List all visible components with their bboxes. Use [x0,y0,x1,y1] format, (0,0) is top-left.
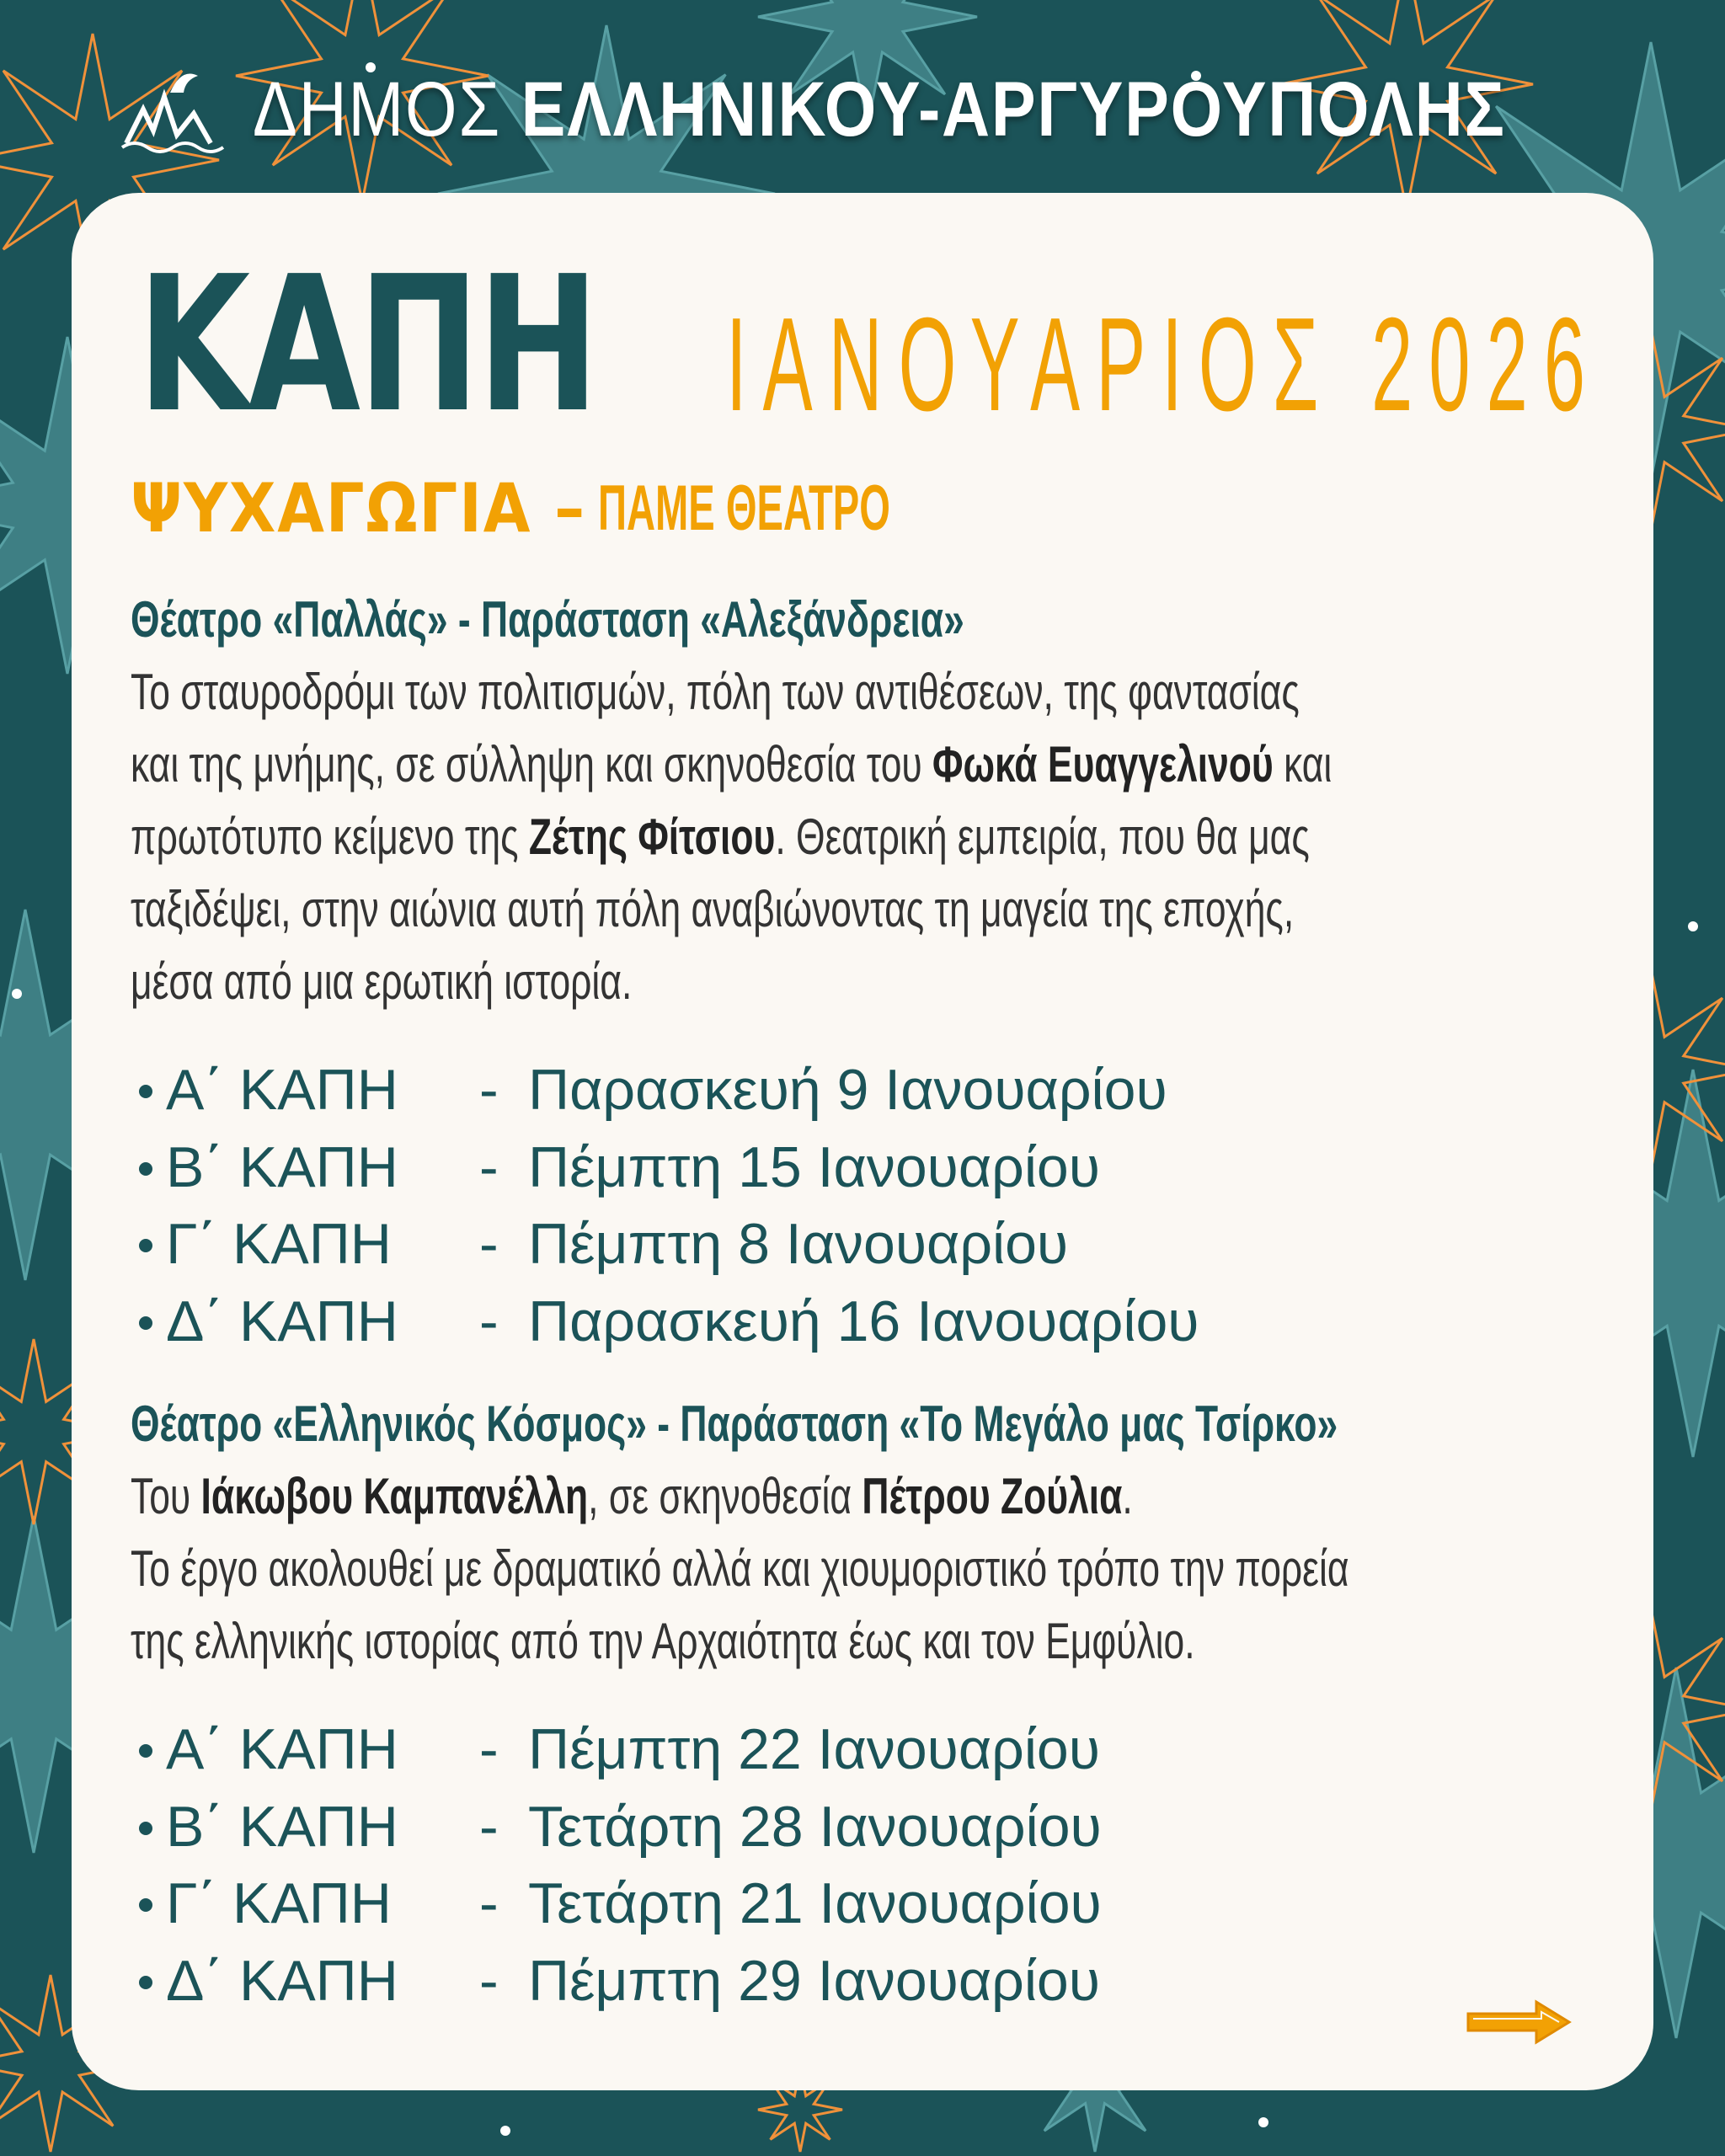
text-segment: της ελληνικής ιστορίας από την Αρχαιότητα έως και τον Εμφύλιο. [131,1613,1195,1669]
list-item [131,1711,1725,1789]
bullet-icon [139,1085,152,1098]
text-segment: πρωτότυπο κείμενο της [131,808,529,865]
separator: - [479,1717,499,1781]
list-item [131,1283,1725,1361]
page-title: ΚΑΠΗ [137,237,597,454]
highlighted-name: Πέτρου Ζούλια [862,1468,1123,1524]
event-date: Πέμπτη 29 Ιανουαρίου [528,1948,1100,2013]
separator: - [479,1134,499,1199]
kapi-label: Α΄ ΚΑΠΗ [166,1058,398,1122]
bullet-icon [139,1822,152,1835]
category-label: ΨΥΧΑΓΩΓΙΑ – [131,469,586,547]
description-line [131,1605,1349,1678]
list-item [131,1052,1725,1129]
text-segment: και [1273,736,1332,792]
description-line [131,873,1332,946]
highlighted-name: Ζέτης Φίτσιου [528,808,776,865]
description-line [131,801,1332,873]
text-segment: μέσα από μια ερωτική ιστορία. [131,953,633,1010]
description-line [131,1533,1349,1605]
event-date: Πέμπτη 8 Ιανουαρίου [528,1212,1069,1276]
header [118,59,1710,160]
separator: - [479,1948,499,2013]
event-heading: Θέατρο «Παλλάς» - Παράσταση «Αλεξάνδρεια» [131,591,964,648]
sparkle-dot [500,2126,510,2136]
event-2 [131,1388,1725,2020]
bullet-icon [139,1162,152,1176]
sparkle-dot [1258,2117,1268,2127]
text-segment: , σε σκηνοθεσία [588,1468,862,1524]
event-date: Παρασκευή 9 Ιανουαρίου [528,1058,1167,1122]
text-segment: Το σταυροδρόμι των πολιτισμών, πόλη των αντιθέσεων, της φαντασίας [131,664,1300,720]
event-date: Παρασκευή 16 Ιανουαρίου [528,1289,1199,1353]
description-line [131,946,1332,1018]
bullet-icon [139,1744,152,1758]
dates-list [131,1711,1725,2020]
event-date: Πέμπτη 15 Ιανουαρίου [528,1134,1100,1199]
municipality-name [253,66,1506,154]
separator: - [479,1871,499,1935]
list-item [131,1865,1725,1943]
content-card [72,193,1653,2090]
event-heading: Θέατρο «Ελληνικός Κόσμος» - Παράσταση «Το Μεγάλο μας Τσίρκο» [131,1396,1338,1452]
separator: - [479,1212,499,1276]
kapi-label: Γ΄ ΚΑΠΗ [166,1871,392,1935]
separator: - [479,1289,499,1353]
description-line [131,1460,1349,1533]
bullet-icon [139,1239,152,1252]
sparkle-dot [12,989,22,999]
separator: - [479,1058,499,1122]
text-segment: και της μνήμης, σε σύλληψη και σκηνοθεσία του [131,736,932,792]
list-item [131,1789,1725,1866]
section-heading [131,469,890,547]
text-segment: Το έργο ακολουθεί με δραματικό αλλά και χιουμοριστικό τρόπο την πορεία [131,1540,1349,1597]
highlighted-name: Ιάκωβου Καμπανέλλη [200,1468,589,1524]
list-item [131,1129,1725,1207]
kapi-label: Δ΄ ΚΑΠΗ [166,1289,398,1353]
text-segment: . [1122,1468,1133,1524]
list-item [131,1206,1725,1283]
bullet-icon [139,1898,152,1912]
arrow-right-icon[interactable] [1465,1997,1574,2047]
description-line [131,728,1332,801]
title-bold: ΕΛΛΗΝΙΚΟΥ-ΑΡΓΥΡΟΥΠΟΛΗΣ [521,66,1506,152]
event-date: Τετάρτη 28 Ιανουαρίου [528,1794,1102,1859]
text-segment: ταξιδέψει, στην αιώνια αυτή πόλη αναβιώνοντας τη μαγεία της εποχής, [131,881,1295,937]
bullet-icon [139,1316,152,1330]
title-thin: ΔΗΜΟΣ [253,66,501,152]
subcategory-label: ΠΑΜΕ ΘΕΑΤΡΟ [598,472,890,544]
bullet-icon [139,1976,152,1989]
kapi-label: Δ΄ ΚΑΠΗ [166,1948,398,2013]
text-segment: Του [131,1468,201,1524]
municipality-logo [118,63,227,156]
month-title: ΙΑΝΟΥΑΡΙΟΣ 2026 [726,291,1602,439]
description-line [131,656,1332,728]
kapi-label: Β΄ ΚΑΠΗ [166,1134,398,1199]
event-1 [131,584,1725,1360]
event-date: Πέμπτη 22 Ιανουαρίου [528,1717,1100,1781]
separator: - [479,1794,499,1859]
text-segment: . Θεατρική εμπειρία, που θα μας [775,808,1310,865]
kapi-label: Β΄ ΚΑΠΗ [166,1794,398,1859]
event-date: Τετάρτη 21 Ιανουαρίου [528,1871,1102,1935]
dates-list [131,1052,1725,1360]
highlighted-name: Φωκά Ευαγγελινού [932,736,1274,792]
kapi-label: Γ΄ ΚΑΠΗ [166,1212,392,1276]
kapi-label: Α΄ ΚΑΠΗ [166,1717,398,1781]
